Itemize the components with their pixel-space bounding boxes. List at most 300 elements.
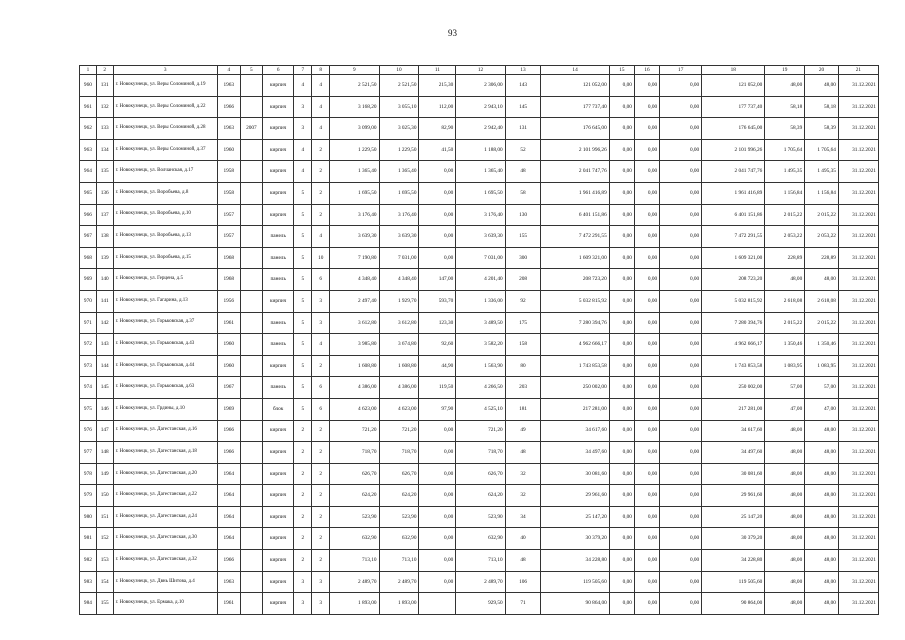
table-cell: 208 723,20 <box>541 269 609 291</box>
table-cell: 1 743 853,58 <box>702 355 765 377</box>
table-cell <box>240 247 262 269</box>
table-cell: 523,90 <box>379 506 419 528</box>
table-cell: 5 <box>294 226 312 248</box>
table-cell: 3 055,10 <box>379 96 419 118</box>
table-cell: кирпич <box>262 290 294 312</box>
table-cell: 1 705,64 <box>765 139 805 161</box>
table-cell: 48,00 <box>765 506 805 528</box>
column-number-cell: 6 <box>262 66 294 75</box>
table-cell <box>240 182 262 204</box>
table-cell: 0,00 <box>634 420 659 442</box>
table-cell: 132 <box>96 96 113 118</box>
table-cell: 31.12.2021 <box>838 118 878 140</box>
table-cell: 713,10 <box>379 550 419 572</box>
table-row <box>80 398 879 420</box>
table-cell: 58,18 <box>805 96 839 118</box>
table-cell <box>240 420 262 442</box>
column-number-cell: 17 <box>660 66 702 75</box>
column-number-cell: 1 <box>80 66 97 75</box>
table-cell: 4 <box>312 96 330 118</box>
table-cell: кирпич <box>262 463 294 485</box>
table-cell: 119 505,60 <box>702 571 765 593</box>
table-cell: 2 497,40 <box>330 290 379 312</box>
table-cell: 0,00 <box>660 571 702 593</box>
table-cell: 0,00 <box>634 463 659 485</box>
table-cell: 48,00 <box>765 550 805 572</box>
address-cell: г. Новокузнецк, ул. Горьковская, д.37 <box>113 312 217 334</box>
table-cell: 0,00 <box>660 161 702 183</box>
table-cell: 0,00 <box>609 420 634 442</box>
table-cell: 2 489,70 <box>330 571 379 593</box>
table-row <box>80 139 879 161</box>
table-cell: 5 032 815,92 <box>541 290 609 312</box>
table-cell: 0,00 <box>419 442 456 464</box>
table-cell: 31.12.2021 <box>838 528 878 550</box>
table-row <box>80 550 879 572</box>
table-cell <box>240 463 262 485</box>
table-row <box>80 96 879 118</box>
table-cell: 0,00 <box>634 442 659 464</box>
table-cell: кирпич <box>262 420 294 442</box>
table-cell: 2 521,50 <box>379 75 419 97</box>
table-cell: 718,70 <box>379 442 419 464</box>
table-cell: 4 <box>312 226 330 248</box>
table-cell: 0,00 <box>609 571 634 593</box>
table-cell: 140 <box>96 269 113 291</box>
table-cell: 3 612,80 <box>379 312 419 334</box>
table-cell: 0,00 <box>419 485 456 507</box>
table-cell: 1 893,00 <box>379 593 419 615</box>
table-cell: 0,00 <box>660 550 702 572</box>
table-cell: 0,00 <box>609 463 634 485</box>
table-cell <box>240 442 262 464</box>
table-cell: 31.12.2021 <box>838 96 878 118</box>
column-number-cell: 3 <box>113 66 217 75</box>
table-cell: 3 612,80 <box>330 312 379 334</box>
table-cell: 979 <box>80 485 97 507</box>
table-cell <box>240 312 262 334</box>
table-cell: 0,00 <box>660 269 702 291</box>
table-cell: 964 <box>80 161 97 183</box>
table-cell: 47,00 <box>765 398 805 420</box>
address-cell: г. Новокузнецк, ул. Гагарина, д.13 <box>113 290 217 312</box>
table-cell: 155 <box>505 226 541 248</box>
table-cell: 4 266,50 <box>456 377 505 399</box>
page-number: 93 <box>448 28 457 38</box>
address-cell: г. Новокузнецк, ул. Ермака, д.10 <box>113 593 217 615</box>
table-cell: 1960 <box>217 334 240 356</box>
table-row <box>80 182 879 204</box>
table-cell: 90 864,00 <box>541 593 609 615</box>
table-cell: 0,00 <box>634 226 659 248</box>
table-cell: 57,00 <box>805 377 839 399</box>
table-cell: 121 052,00 <box>541 75 609 97</box>
table-cell: 0,00 <box>660 75 702 97</box>
address-cell: г. Новокузнецк, ул. Воробьева, д.8 <box>113 182 217 204</box>
column-number-cell: 13 <box>505 66 541 75</box>
table-cell: 0,00 <box>634 528 659 550</box>
table-cell: 1 609 321,00 <box>702 247 765 269</box>
table-cell: 3 639,30 <box>379 226 419 248</box>
table-cell: 2 015,22 <box>765 312 805 334</box>
address-cell: г. Новокузнецк, ул. Дагестанская, д.24 <box>113 506 217 528</box>
table-cell: 1 350,46 <box>805 334 839 356</box>
table-cell: 2 <box>294 420 312 442</box>
table-cell: 1 893,00 <box>330 593 379 615</box>
table-cell: 30 081,60 <box>702 463 765 485</box>
table-cell: 2 041 747,76 <box>702 161 765 183</box>
table-cell: 0,00 <box>634 161 659 183</box>
table-cell: 31.12.2021 <box>838 463 878 485</box>
table-cell: 0,00 <box>660 398 702 420</box>
table-cell: 2 <box>312 528 330 550</box>
table-cell: 90 864,00 <box>702 593 765 615</box>
table-cell: 131 <box>96 75 113 97</box>
table-cell: 7 031,00 <box>379 247 419 269</box>
table-cell: 123,30 <box>419 312 456 334</box>
table-body <box>80 75 879 615</box>
table-cell: кирпич <box>262 355 294 377</box>
table-cell: 2 <box>312 420 330 442</box>
table-cell <box>240 485 262 507</box>
table-cell <box>240 96 262 118</box>
table-cell: 2 489,70 <box>456 571 505 593</box>
table-cell: 29 961,60 <box>541 485 609 507</box>
table-cell: 215,30 <box>419 75 456 97</box>
table-cell: 250 002,00 <box>702 377 765 399</box>
table-cell: 3 <box>312 593 330 615</box>
table-row <box>80 442 879 464</box>
table-cell: 2 <box>294 442 312 464</box>
table-cell: 48,00 <box>765 269 805 291</box>
table-cell: 0,00 <box>609 550 634 572</box>
table-cell <box>240 334 262 356</box>
table-cell: 48 <box>505 161 541 183</box>
table-cell: 1957 <box>217 204 240 226</box>
table-cell: 624,20 <box>330 485 379 507</box>
table-cell: 48,00 <box>805 528 839 550</box>
table-cell: 2 <box>294 528 312 550</box>
table-cell: 0,00 <box>660 506 702 528</box>
table-cell: 1 083,95 <box>805 355 839 377</box>
table-cell: 31.12.2021 <box>838 334 878 356</box>
table-cell: 6 401 151,86 <box>702 204 765 226</box>
table-cell: 147 <box>96 420 113 442</box>
table-cell: 48,00 <box>765 442 805 464</box>
table-cell: 48,00 <box>765 571 805 593</box>
table-cell: 975 <box>80 398 97 420</box>
table-cell: кирпич <box>262 75 294 97</box>
table-cell: 0,00 <box>634 269 659 291</box>
table-cell: 2 <box>312 463 330 485</box>
table-cell: 4 <box>294 161 312 183</box>
table-cell: 1960 <box>217 139 240 161</box>
column-number-cell: 20 <box>805 66 839 75</box>
table-cell: 1966 <box>217 550 240 572</box>
table-cell: 2 <box>294 463 312 485</box>
table-cell: 0,00 <box>660 528 702 550</box>
table-cell: 48,00 <box>805 463 839 485</box>
table-cell: 48,00 <box>765 463 805 485</box>
table-cell: кирпич <box>262 182 294 204</box>
address-cell: г. Новокузнецк, ул. Веры Соломиной, д.22 <box>113 96 217 118</box>
table-cell: 0,00 <box>660 139 702 161</box>
table-cell: 137 <box>96 204 113 226</box>
table-cell: 2 <box>312 204 330 226</box>
table-cell: 48 <box>505 442 541 464</box>
table-cell: 228,89 <box>765 247 805 269</box>
table-cell: 2 943,10 <box>456 96 505 118</box>
table-cell: 0,00 <box>419 182 456 204</box>
table-cell: 1964 <box>217 485 240 507</box>
table-cell: 2 <box>312 485 330 507</box>
table-cell: 593,70 <box>419 290 456 312</box>
table-cell: 31.12.2021 <box>838 75 878 97</box>
address-cell: г. Новокузнецк, ул. Горьковская, д.43 <box>113 334 217 356</box>
table-cell: 31.12.2021 <box>838 485 878 507</box>
table-cell: 0,00 <box>609 290 634 312</box>
table-cell: 523,90 <box>456 506 505 528</box>
table-cell: 978 <box>80 463 97 485</box>
table-cell: 1 961 416,89 <box>541 182 609 204</box>
column-number-cell: 9 <box>330 66 379 75</box>
table-cell: 30 379,20 <box>541 528 609 550</box>
table-cell <box>240 226 262 248</box>
table-cell: 153 <box>96 550 113 572</box>
table-cell: 146 <box>96 398 113 420</box>
table-cell: 1 695,50 <box>330 182 379 204</box>
table-cell: 3 <box>312 290 330 312</box>
table-cell: 31.12.2021 <box>838 442 878 464</box>
table-cell: 0,00 <box>634 355 659 377</box>
table-row <box>80 269 879 291</box>
column-number-cell: 21 <box>838 66 878 75</box>
table-cell: панель <box>262 377 294 399</box>
address-cell: г. Новокузнецк, ул. Дагестанская, д.30 <box>113 528 217 550</box>
table-cell: кирпич <box>262 506 294 528</box>
table-cell: 7 472 291,55 <box>541 226 609 248</box>
table-cell: 718,70 <box>456 442 505 464</box>
table-cell: кирпич <box>262 161 294 183</box>
table-cell: 6 <box>312 269 330 291</box>
table-cell: 208 723,20 <box>702 269 765 291</box>
table-cell: 1963 <box>217 75 240 97</box>
table-cell: 0,00 <box>660 593 702 615</box>
table-cell: 0,00 <box>634 398 659 420</box>
table-cell: 47,00 <box>805 398 839 420</box>
table-cell: 0,00 <box>660 334 702 356</box>
table-cell: 973 <box>80 355 97 377</box>
table-cell: 4 201,40 <box>456 269 505 291</box>
table-cell: 2 942,40 <box>456 118 505 140</box>
table-cell: 1 336,00 <box>456 290 505 312</box>
table-cell: 31.12.2021 <box>838 204 878 226</box>
table-row <box>80 312 879 334</box>
table-cell: 0,00 <box>419 204 456 226</box>
table-cell: 176 645,00 <box>702 118 765 140</box>
table-cell: 0,00 <box>609 161 634 183</box>
table-cell: 2 <box>294 485 312 507</box>
table-cell: 0,00 <box>609 75 634 97</box>
table-cell: 981 <box>80 528 97 550</box>
table-cell: 632,90 <box>379 528 419 550</box>
table-row <box>80 528 879 550</box>
table-cell: блок <box>262 398 294 420</box>
table-cell: кирпич <box>262 528 294 550</box>
table-cell: 31.12.2021 <box>838 593 878 615</box>
table-cell: 2 101 996,26 <box>541 139 609 161</box>
table-cell: 3 176,40 <box>330 204 379 226</box>
table-cell: 34 228,80 <box>541 550 609 572</box>
table-cell: 121 052,00 <box>702 75 765 97</box>
table-cell: 48,00 <box>805 420 839 442</box>
table-cell: 1 365,40 <box>330 161 379 183</box>
table-cell: 7 472 291,55 <box>702 226 765 248</box>
table-cell: 5 <box>294 290 312 312</box>
table-cell: 2 041 747,76 <box>541 161 609 183</box>
address-cell: г. Новокузнецк, ул. Дагестанская, д.20 <box>113 463 217 485</box>
table-cell: 0,00 <box>634 139 659 161</box>
table-cell: 1963 <box>217 118 240 140</box>
table-cell: 0,00 <box>419 463 456 485</box>
table-cell: 2 <box>312 442 330 464</box>
column-number-cell: 4 <box>217 66 240 75</box>
table-cell: 82,90 <box>419 118 456 140</box>
table-cell: 2 <box>312 182 330 204</box>
table-cell: 626,70 <box>456 463 505 485</box>
table-cell: 5 <box>294 312 312 334</box>
table-cell: 0,00 <box>609 269 634 291</box>
table-cell: 4 <box>312 118 330 140</box>
table-cell: 4 962 666,17 <box>541 334 609 356</box>
table-cell: 1 961 416,89 <box>702 182 765 204</box>
table-cell: 48,00 <box>805 593 839 615</box>
table-cell: 1 608,80 <box>379 355 419 377</box>
table-cell: 1 083,95 <box>765 355 805 377</box>
table-cell: 0,00 <box>609 377 634 399</box>
table-cell: 30 379,20 <box>702 528 765 550</box>
table-cell: 1967 <box>217 377 240 399</box>
table-cell: 2 306,00 <box>456 75 505 97</box>
table-cell: 148 <box>96 442 113 464</box>
table-cell: 626,70 <box>379 463 419 485</box>
table-cell: 713,10 <box>456 550 505 572</box>
table-cell: кирпич <box>262 550 294 572</box>
table-cell: 175 <box>505 312 541 334</box>
table-cell: 2 <box>312 355 330 377</box>
table-cell: 177 737,40 <box>702 96 765 118</box>
table-cell: 2 <box>312 550 330 572</box>
table-cell: 6 <box>312 398 330 420</box>
table-cell: 0,00 <box>609 485 634 507</box>
address-cell: г. Новокузнецк, ул. Грдины, д.10 <box>113 398 217 420</box>
table-row <box>80 593 879 615</box>
table-cell: 147,00 <box>419 269 456 291</box>
table-row <box>80 161 879 183</box>
address-cell: г. Новокузнецк, ул. Дагестанская, д.18 <box>113 442 217 464</box>
table-cell: 1964 <box>217 463 240 485</box>
column-number-cell: 7 <box>294 66 312 75</box>
table-cell: 5 <box>294 355 312 377</box>
table-cell: 31.12.2021 <box>838 420 878 442</box>
table-cell: 966 <box>80 204 97 226</box>
table-cell: 0,00 <box>419 571 456 593</box>
table-cell: 1968 <box>217 269 240 291</box>
table-cell: 142 <box>96 312 113 334</box>
table-cell: 4 <box>294 75 312 97</box>
table-cell: 1966 <box>217 420 240 442</box>
table-cell: 0,00 <box>634 550 659 572</box>
table-cell: кирпич <box>262 571 294 593</box>
table-cell: 5 <box>294 269 312 291</box>
table-cell: 5 032 815,92 <box>702 290 765 312</box>
table-cell <box>240 269 262 291</box>
table-cell: 2 <box>312 139 330 161</box>
table-cell: 5 <box>294 182 312 204</box>
table-cell: 208 <box>505 269 541 291</box>
table-cell: 0,00 <box>609 442 634 464</box>
table-cell: 1 563,90 <box>456 355 505 377</box>
table-cell: 983 <box>80 571 97 593</box>
table-cell: 3 985,80 <box>330 334 379 356</box>
table-cell: 0,00 <box>660 485 702 507</box>
table-cell: 31.12.2021 <box>838 355 878 377</box>
table-cell: кирпич <box>262 485 294 507</box>
table-cell: 1968 <box>217 247 240 269</box>
table-cell: 3 674,80 <box>379 334 419 356</box>
table-cell: 960 <box>80 75 97 97</box>
table-row <box>80 334 879 356</box>
table-cell: 0,00 <box>660 118 702 140</box>
table-cell: 250 002,00 <box>541 377 609 399</box>
table-cell: кирпич <box>262 139 294 161</box>
table-cell: 2 101 996,26 <box>702 139 765 161</box>
table-cell: 2 015,22 <box>805 204 839 226</box>
table-cell: 0,00 <box>419 161 456 183</box>
address-cell: г. Новокузнецк, ул. Двнь Шитова, д.4 <box>113 571 217 593</box>
table-cell: 217 281,00 <box>541 398 609 420</box>
table-cell: 718,70 <box>330 442 379 464</box>
table-cell: 982 <box>80 550 97 572</box>
column-number-cell: 14 <box>541 66 609 75</box>
table-cell: 0,00 <box>634 506 659 528</box>
table-cell: 134 <box>96 139 113 161</box>
table-cell: 58,18 <box>765 96 805 118</box>
table-cell: 71 <box>505 593 541 615</box>
table-cell: 217 281,00 <box>702 398 765 420</box>
table-cell: 4 962 666,17 <box>702 334 765 356</box>
table-cell: 0,00 <box>419 247 456 269</box>
table-cell: 48,00 <box>765 528 805 550</box>
table-cell: 48,00 <box>805 485 839 507</box>
column-number-cell: 10 <box>379 66 419 75</box>
table-cell: 4 623,00 <box>379 398 419 420</box>
table-cell: 0,00 <box>609 182 634 204</box>
table-cell: 48,00 <box>765 420 805 442</box>
table-cell <box>240 355 262 377</box>
address-cell: г. Новокузнецк, ул. Воробьева, д.10 <box>113 204 217 226</box>
table-cell: 1964 <box>217 506 240 528</box>
table-cell: 30 081,60 <box>541 463 609 485</box>
table-cell: 1 743 853,58 <box>541 355 609 377</box>
table-cell: 626,70 <box>330 463 379 485</box>
table-cell: 119,50 <box>419 377 456 399</box>
table-cell: 1 229,50 <box>379 139 419 161</box>
table-cell <box>240 377 262 399</box>
column-number-cell: 11 <box>419 66 456 75</box>
table-row <box>80 247 879 269</box>
table-cell: 0,00 <box>634 247 659 269</box>
